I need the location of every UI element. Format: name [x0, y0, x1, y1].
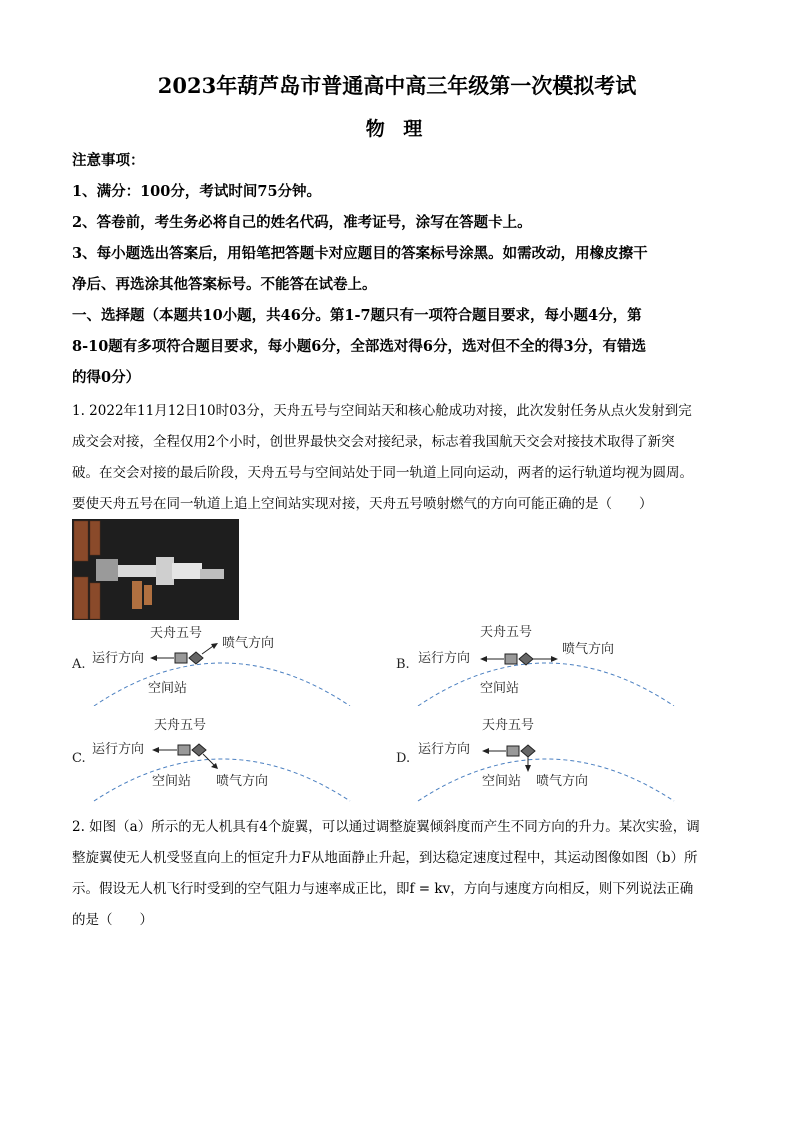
q2-text: 的是（ ） — [72, 912, 153, 928]
station-label: 空间站 — [152, 774, 192, 789]
exam-title: 2023年葫芦岛市普通高中高三年级第一次模拟考试 — [157, 73, 637, 98]
q2-text: 整旋翼使无人机受竖直向上的恒定升力F从地面静止升起，到达稳定速度过程中，其运动图像如图（b）所 — [72, 850, 698, 866]
section-heading: 的得0分） — [72, 369, 141, 386]
q1-text: 要使天舟五号在同一轨道上追上空间站实现对接，天舟五号喷射燃气的方向可能正确的是（ ） — [72, 496, 653, 512]
ship-label: 天舟五号 — [482, 718, 535, 733]
option-c-diagram — [72, 713, 372, 803]
direction-arrow — [150, 655, 157, 661]
ship-block — [189, 652, 203, 664]
station-block — [507, 746, 519, 756]
note-item: 2、答卷前，考生务必将自己的姓名代码，准考证号，涂写在答题卡上。 — [72, 214, 532, 231]
note-item: 净后、再选涂其他答案标号。不能答在试卷上。 — [72, 276, 377, 293]
jet-label: 喷气方向 — [562, 642, 615, 657]
jet-label: 喷气方向 — [216, 774, 269, 789]
option-letter: C. — [72, 751, 86, 766]
station-block — [175, 653, 187, 663]
station-block — [505, 654, 517, 664]
orbit-arc — [94, 663, 350, 706]
option-d-diagram — [396, 713, 696, 803]
direction-arrow — [480, 656, 487, 662]
subject-title: 物 理 — [365, 118, 429, 140]
ship-label: 天舟五号 — [154, 718, 207, 733]
section-heading: 一、选择题（本题共10小题，共46分。第1-7题只有一项符合题目要求，每小题4分，第 — [72, 307, 642, 324]
option-b-diagram — [396, 620, 696, 706]
ship-label: 天舟五号 — [150, 626, 203, 641]
jet-arrow — [525, 765, 531, 772]
q1-text: 1. 2022年11月12日10时03分，天舟五号与空间站天和核心舱成功对接，此次发射任务从点火发射到完 — [72, 403, 692, 419]
option-a-diagram — [72, 620, 372, 706]
ship-label: 天舟五号 — [480, 625, 533, 640]
jet-arrow — [551, 656, 558, 662]
option-letter: A. — [72, 657, 86, 672]
jet-label: 喷气方向 — [536, 774, 589, 789]
station-label: 空间站 — [148, 681, 188, 696]
direction-arrow — [152, 747, 159, 753]
direction-label: 运行方向 — [92, 651, 145, 666]
q1-text: 破。在交会对接的最后阶段，天舟五号与空间站处于同一轨道上同向运动，两者的运行轨道均视为圆周。 — [72, 465, 693, 481]
station-label: 空间站 — [482, 774, 522, 789]
option-letter: D. — [396, 751, 411, 766]
jet-label: 喷气方向 — [222, 636, 275, 651]
note-item: 3、每小题选出答案后，用铅笔把答题卡对应题目的答案标号涂黑。如需改动，用橡皮擦干 — [72, 245, 648, 262]
direction-label: 运行方向 — [92, 742, 145, 757]
station-block — [178, 745, 190, 755]
orbit-arc — [418, 663, 674, 706]
jet-arrow — [211, 763, 218, 769]
direction-arrow — [482, 748, 489, 754]
q1-text: 成交会对接，全程仅用2个小时，创世界最快交会对接纪录，标志着我国航天交会对接技术取得了新突 — [72, 434, 675, 450]
notes-heading: 注意事项： — [72, 152, 145, 169]
option-letter: B. — [396, 657, 410, 672]
note-item: 1、满分：100分，考试时间75分钟。 — [72, 183, 322, 200]
section-heading: 8-10题有多项符合题目要求，每小题6分，全部选对得6分，选对但不全的得3分，有错选 — [72, 338, 647, 355]
ship-block — [521, 745, 535, 757]
jet-arrow — [211, 643, 218, 649]
q2-text: 2. 如图（a）所示的无人机具有4个旋翼，可以通过调整旋翼倾斜度而产生不同方向的升力。某次实验，调 — [72, 819, 700, 835]
space-station-photo — [72, 519, 239, 620]
direction-label: 运行方向 — [418, 651, 471, 666]
station-label: 空间站 — [480, 681, 520, 696]
q2-text: 示。假设无人机飞行时受到的空气阻力与速率成正比，即f = kv，方向与速度方向相反，则下列说法正确 — [72, 881, 694, 897]
direction-label: 运行方向 — [418, 742, 471, 757]
